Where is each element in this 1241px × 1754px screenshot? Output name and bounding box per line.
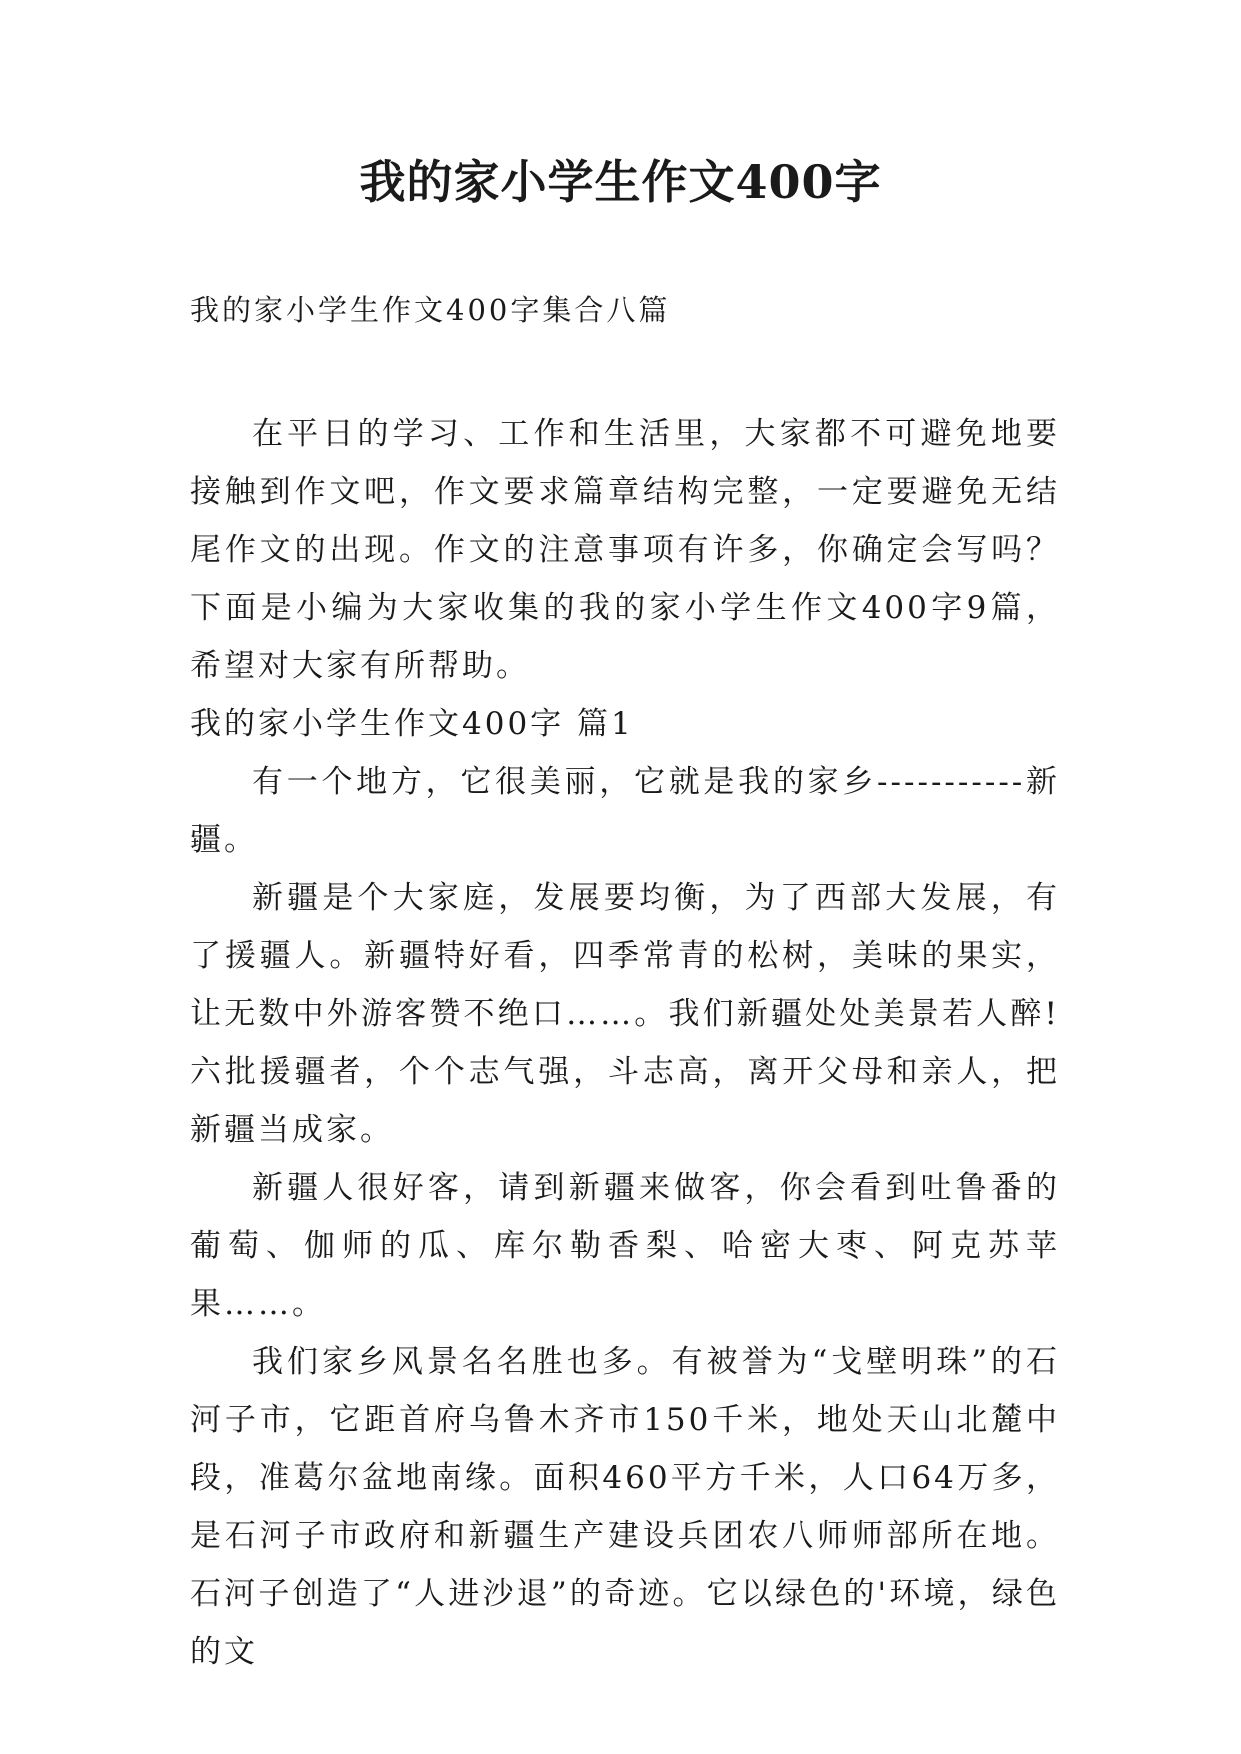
body-paragraph: 我们家乡风景名名胜也多。有被誉为“戈壁明珠”的石河子市，它距首府乌鲁木齐市150千米，地处天山北麓中段，准葛尔盆地南缘。面积460平方千米，人口64万多，是石河子市政府和新疆生产建设兵团农八师师部所在地。石河子创造了“人进沙退”的奇迹。它以绿色的'环境，绿色的文 xyxy=(190,1344,1060,1670)
document-title: 我的家小学生作文400字 xyxy=(359,155,882,209)
intro-paragraph: 在平日的学习、工作和生活里，大家都不可避免地要接触到作文吧，作文要求篇章结构完整，一定要避免无结尾作文的出现。作文的注意事项有许多，你确定会写吗？下面是小编为大家收集的我的家小学生作文400字9篇，希望对大家有所帮助。 xyxy=(190,416,1060,684)
body-paragraph: 新疆是个大家庭，发展要均衡，为了西部大发展，有了援疆人。新疆特好看，四季常青的松树，美味的果实，让无数中外游客赞不绝口……。我们新疆处处美景若人醉!六批援疆者，个个志气强，斗志高，离开父母和亲人，把新疆当成家。 xyxy=(190,880,1060,1148)
document-body xyxy=(190,405,1060,1681)
body-paragraph: 新疆人很好客，请到新疆来做客，你会看到吐鲁番的葡萄、伽师的瓜、库尔勒香梨、哈密大枣、阿克苏苹果……。 xyxy=(190,1170,1060,1322)
section-heading: 我的家小学生作文400字 篇1 xyxy=(190,706,634,742)
body-paragraph: 有一个地方，它很美丽，它就是我的家乡-----------新疆。 xyxy=(190,764,1060,858)
document-subtitle: 我的家小学生作文400字集合八篇 xyxy=(190,293,671,327)
